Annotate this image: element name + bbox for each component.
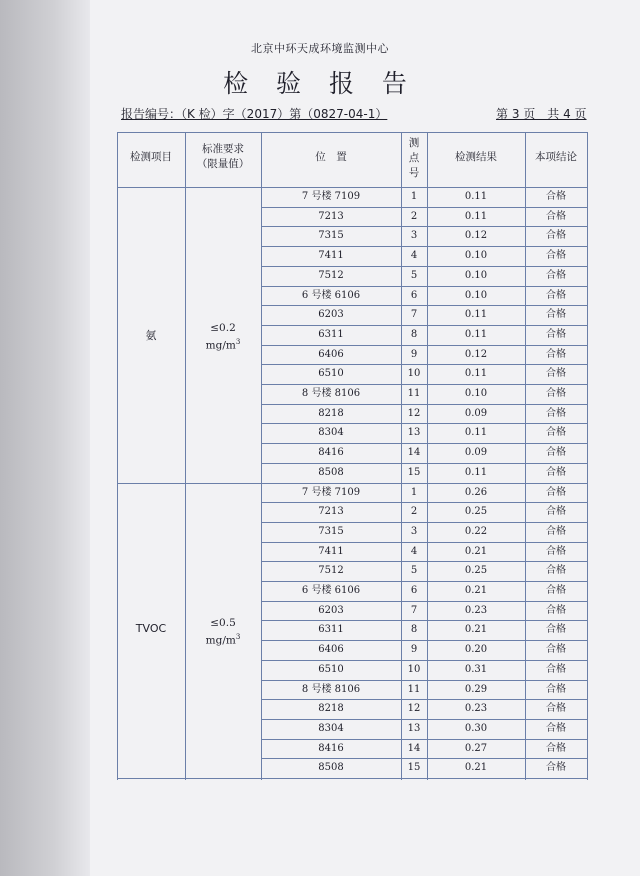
header-result: 检测结果	[455, 151, 497, 163]
location-cell: 8304	[318, 722, 344, 734]
location-cell: 6203	[318, 604, 344, 616]
location-cell: 8 号楼 8106	[301, 388, 361, 399]
location-cell: 8218	[318, 703, 344, 715]
conclusion-cell: 合格	[546, 545, 566, 557]
point-no-cell: 2	[410, 506, 418, 518]
location-cell: 6406	[318, 348, 344, 360]
result-cell: 0.12	[464, 348, 488, 360]
conclusion-cell: 合格	[546, 368, 566, 380]
conclusion-cell: 合格	[546, 742, 566, 754]
conclusion-cell: 合格	[546, 210, 566, 222]
conclusion-cell: 合格	[546, 506, 566, 518]
point-no-cell: 6	[410, 289, 418, 301]
location-cell: 6510	[318, 663, 344, 675]
point-no-cell: 9	[410, 348, 418, 360]
result-cell: 0.26	[464, 486, 488, 498]
group-bottom-border	[117, 778, 587, 779]
point-no-cell: 8	[410, 328, 418, 340]
location-cell: 7411	[318, 545, 344, 557]
standard-limit-cell	[185, 616, 261, 648]
header-item: 检测项目	[130, 151, 172, 163]
result-cell: 0.11	[464, 210, 488, 222]
conclusion-cell: 合格	[546, 644, 566, 656]
result-cell: 0.31	[464, 663, 488, 675]
item-name-cell: TVOC	[135, 622, 167, 636]
point-no-cell: 3	[410, 230, 418, 242]
header-standard-line2: （限量值）	[196, 158, 250, 170]
point-no-cell: 14	[407, 742, 421, 754]
conclusion-cell: 合格	[546, 191, 566, 202]
location-cell: 8304	[318, 427, 344, 439]
conclusion-cell: 合格	[546, 565, 566, 577]
conclusion-cell: 合格	[546, 348, 566, 360]
point-no-cell: 12	[407, 407, 421, 419]
point-no-cell: 5	[410, 565, 418, 577]
location-cell: 6510	[318, 368, 344, 380]
result-cell: 0.23	[464, 604, 488, 616]
result-cell: 0.20	[464, 644, 488, 656]
item-name-cell: 氨	[145, 328, 157, 342]
organization-name: 北京中环天成环境监测中心	[251, 42, 389, 55]
location-cell: 7411	[318, 250, 344, 262]
location-cell: 8416	[318, 447, 344, 459]
standard-limit-cell	[185, 321, 261, 353]
location-cell: 8508	[318, 762, 344, 774]
conclusion-cell: 合格	[546, 585, 566, 596]
conclusion-cell: 合格	[546, 663, 566, 675]
report-title: 检 验 报 告	[223, 69, 417, 98]
page-info: 第 3 页 共 4 页	[496, 107, 587, 121]
header-point-line2: 点	[408, 152, 420, 164]
conclusion-cell: 合格	[546, 289, 566, 301]
result-cell: 0.23	[464, 703, 488, 715]
point-no-cell: 15	[407, 466, 421, 478]
standard-limit-value: ≤0.2	[210, 321, 236, 334]
result-cell: 0.27	[464, 742, 488, 754]
conclusion-cell: 合格	[546, 525, 566, 537]
header-conclusion: 本项结论	[535, 151, 577, 163]
location-cell: 7 号楼 7109	[301, 486, 361, 498]
point-no-cell: 1	[410, 486, 418, 498]
conclusion-cell: 合格	[546, 250, 566, 262]
point-no-cell: 8	[410, 624, 418, 636]
standard-limit-unit: $mg/m^3$	[205, 337, 241, 352]
location-cell: 7512	[318, 269, 344, 281]
column-border	[185, 132, 186, 780]
conclusion-cell: 合格	[546, 466, 566, 478]
header-location: 位 置	[315, 151, 347, 163]
location-cell: 6203	[318, 309, 344, 321]
result-cell: 0.29	[464, 683, 488, 695]
result-cell: 0.09	[464, 447, 488, 459]
result-cell: 0.10	[464, 269, 488, 281]
result-cell: 0.12	[464, 230, 488, 242]
conclusion-cell: 合格	[546, 230, 566, 242]
column-border	[587, 132, 588, 780]
result-cell: 0.21	[464, 585, 488, 596]
conclusion-cell: 合格	[546, 269, 566, 281]
point-no-cell: 3	[410, 525, 418, 537]
point-no-cell: 13	[407, 722, 421, 734]
point-no-cell: 15	[407, 762, 421, 774]
header-point-line3: 号	[408, 167, 420, 179]
result-cell: 0.22	[464, 525, 488, 537]
point-no-cell: 7	[410, 309, 418, 321]
conclusion-cell: 合格	[546, 722, 566, 734]
conclusion-cell: 合格	[546, 683, 566, 695]
result-cell: 0.11	[464, 427, 488, 439]
result-cell: 0.11	[464, 309, 488, 321]
header-standard-line1: 标准要求	[202, 143, 244, 155]
conclusion-cell: 合格	[546, 447, 566, 459]
location-cell: 7315	[318, 230, 344, 242]
location-cell: 7315	[318, 525, 344, 537]
result-cell: 0.25	[464, 506, 488, 518]
conclusion-cell: 合格	[546, 328, 566, 340]
point-no-cell: 2	[410, 210, 418, 222]
result-cell: 0.10	[464, 250, 488, 262]
location-cell: 6 号楼 6106	[301, 585, 361, 596]
point-no-cell: 12	[407, 703, 421, 715]
point-no-cell: 5	[410, 269, 418, 281]
results-table	[117, 132, 587, 780]
location-cell: 7213	[318, 506, 344, 518]
standard-limit-unit: $mg/m^3$	[205, 633, 241, 647]
result-cell: 0.11	[464, 191, 488, 202]
point-no-cell: 10	[407, 663, 421, 675]
result-cell: 0.10	[464, 388, 488, 399]
point-no-cell: 13	[407, 427, 421, 439]
point-no-cell: 10	[407, 368, 421, 380]
header-point-no	[401, 136, 427, 181]
result-cell: 0.10	[464, 289, 488, 301]
point-no-cell: 4	[410, 250, 418, 262]
header-point-line1: 测	[408, 137, 420, 149]
point-no-cell: 6	[410, 585, 418, 596]
location-cell: 7 号楼 7109	[301, 191, 361, 202]
location-cell: 6 号楼 6106	[301, 289, 361, 301]
conclusion-cell: 合格	[546, 762, 566, 774]
result-cell: 0.30	[464, 722, 488, 734]
table-top-border	[117, 132, 587, 133]
location-cell: 6311	[318, 624, 344, 636]
conclusion-cell: 合格	[546, 604, 566, 616]
result-cell: 0.11	[464, 466, 488, 478]
conclusion-cell: 合格	[546, 388, 566, 399]
point-no-cell: 11	[407, 388, 421, 399]
location-cell: 6406	[318, 644, 344, 656]
column-border	[117, 132, 118, 780]
location-cell: 8416	[318, 742, 344, 754]
point-no-cell: 14	[407, 447, 421, 459]
conclusion-cell: 合格	[546, 309, 566, 321]
conclusion-cell: 合格	[546, 624, 566, 636]
point-no-cell: 7	[410, 604, 418, 616]
header-standard	[185, 142, 261, 172]
point-no-cell: 11	[407, 683, 421, 695]
scan-edge-shadow	[0, 0, 90, 876]
result-cell: 0.25	[464, 565, 488, 577]
location-cell: 8 号楼 8106	[301, 683, 361, 695]
result-cell: 0.21	[464, 624, 488, 636]
report-number: 报告编号：（K 检）字（2017）第（0827-04-1）	[121, 107, 388, 121]
location-cell: 7512	[318, 565, 344, 577]
result-cell: 0.11	[464, 328, 488, 340]
conclusion-cell: 合格	[546, 407, 566, 419]
location-cell: 7213	[318, 210, 344, 222]
conclusion-cell: 合格	[546, 427, 566, 439]
result-cell: 0.21	[464, 762, 488, 774]
point-no-cell: 4	[410, 545, 418, 557]
standard-limit-value: ≤0.5	[210, 617, 236, 630]
location-cell: 8508	[318, 466, 344, 478]
conclusion-cell: 合格	[546, 703, 566, 715]
result-cell: 0.09	[464, 407, 488, 419]
conclusion-cell: 合格	[546, 486, 566, 498]
location-cell: 6311	[318, 328, 344, 340]
location-cell: 8218	[318, 407, 344, 419]
point-no-cell: 1	[410, 191, 418, 202]
result-cell: 0.11	[464, 368, 488, 380]
point-no-cell: 9	[410, 644, 418, 656]
result-cell: 0.21	[464, 545, 488, 557]
